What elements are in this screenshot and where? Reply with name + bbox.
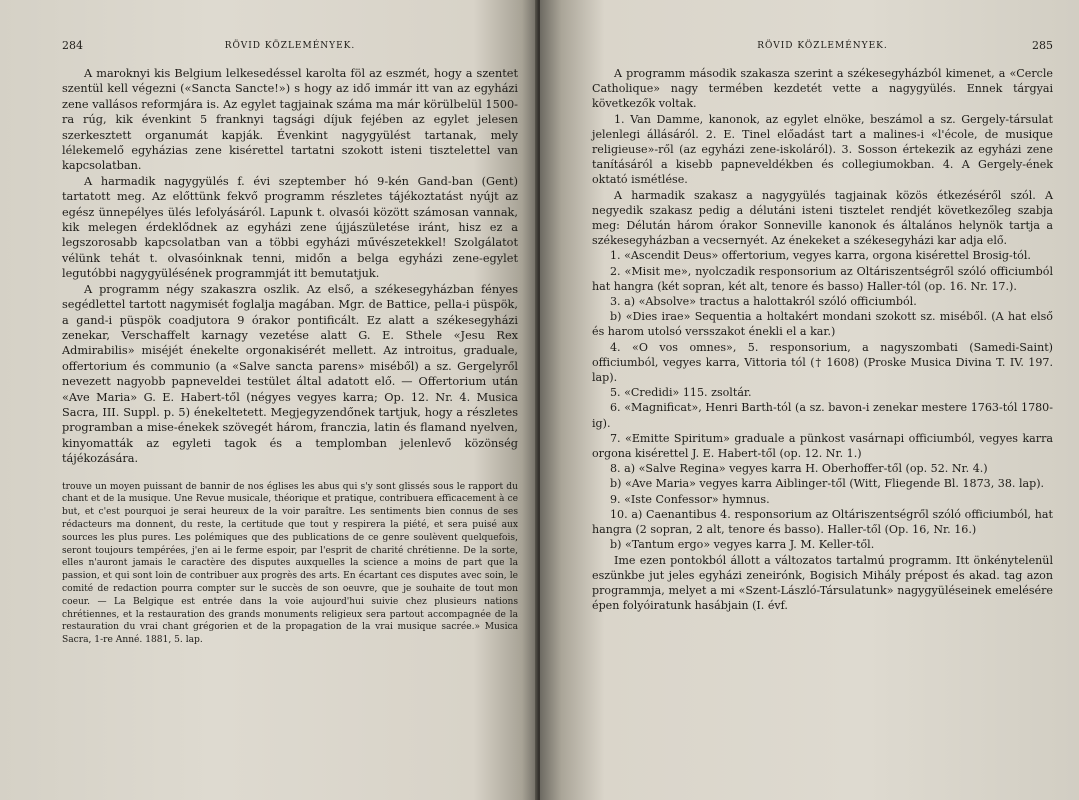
program-item: b) «Tantum ergo» vegyes karra J. M. Keller-től. <box>610 538 875 552</box>
right-body <box>592 66 1053 613</box>
program-item: 7. «Emitte Spiritum» graduale a pünkost vasárnapi officiumból, vegyes karra orgona kisérettel J. E. Habert-től (op. 12. Nr. 1.) <box>592 431 1053 461</box>
paragraph: A programm második szakasza szerint a székesegyházból kimenet, a «Cercle Catholique» nagy termében kezdetét vette a nagygyülés. Ennek tárgyai következők voltak. <box>592 67 1053 111</box>
footnote-text: trouve un moyen puissant de bannir de nos églises les abus qui s'y sont glissés sous le rapport du chant et de la musique. Une Revue musicale, théorique et pratique, contribuera efficacement à ce but, et c'est pourquoi je serai heureux de la voir paraître. Les sentiments bien connus de ses rédacteurs ma donnent, du reste, la certitude que tout y respirera la piété, et sera puisé aux sources les plus pures. Les polémiques que des publications de ce genre soulèvent quelquefois, seront toujours tempérées, j'en ai le ferme espoir, par l'esprit de charité chrétienne. De la sorte, elles n'auront jamais le caractère des disputes auxquelles la science a moins de part que la passion, et qui sont loin de contribuer aux progrès des arts. En écartant ces disputes avec soin, le comité de redaction pourra compter sur le succès de son oeuvre, que je souhaite de tout mon coeur. — La Belgique est entrée dans la voie aujourd'hui suivie chez plusieurs nations chrétiennes, et la restauration des grands monuments religieux sera partout accompagnée de la restauration du vrai chant grégorien et de la propagation de la vrai musique sacrée.» Musica Sacra, 1-re Anné. 1881, 5. lap. <box>62 481 518 646</box>
right-page-number: 285 <box>1032 39 1053 52</box>
program-item: 9. «Iste Confessor» hymnus. <box>610 492 770 506</box>
program-item: 3. a) «Absolve» tractus a halottakról szóló officiumból. <box>610 295 917 309</box>
left-page-number: 284 <box>62 39 83 52</box>
left-running-head <box>62 38 518 54</box>
program-item: 4. «O vos omnes», 5. responsorium, a nagyszombati (Samedi-Saint) officiumból, vegyes karra, Vittoria tól († 1608) (Proske Musica Divina T. IV. 197. lap). <box>592 340 1053 385</box>
program-item: 8. a) «Salve Regina» vegyes karra H. Oberhoffer-től (op. 52. Nr. 4.) <box>610 462 988 476</box>
right-running-head <box>592 38 1053 54</box>
program-item: 2. «Misit me», nyolczadik responsorium az Oltáriszentségről szóló officiumból hat hangra (két sopran, két alt, tenore és basso) Haller-tól (op. 16. Nr. 17.). <box>592 264 1053 293</box>
program-item: 1. «Ascendit Deus» offertorium, vegyes karra, orgona kisérettel Brosig-tól. <box>610 249 1031 263</box>
paragraph: A programm négy szakaszra oszlik. Az első, a székesegyházban fényes segédlettel tartott nagymisét foglalja magában. Mgr. de Battice, pella-i püspök, a gand-i püspök coadjutora 9 órakor pontificált. Ez alatt a székesegyházi zenekar, Verschaffelt karnagy vezetése alatt G. E. Sthele «Jesu Rex Admirabilis» miséjét énekelte orgonakisérét mellett. Az introitus, graduale, offertorium és communio (a «Salve sancta parens» miséből) a sz. Gergelyről nevezett nagyobb papneveldei testület által adatott elő. — Offertorium után «Ave Maria» G. E. Habert-től (négyes vegyes karra; Op. 12. Nr. 4. Musica Sacra, III. Suppl. p. 5) énekeltetett. Megjegyzendőnek tartjuk, hogy a részletes programban a mise-énekek szövegét három, franczia, latin és flamand nyelven, kinyomatták az egyleti tagok és a templomban jelenlevő közönség tájékozására. <box>62 282 518 466</box>
closing-paragraph: Ime ezen pontokból állott a változatos tartalmú programm. Itt önkénytelenül eszünkbe jut jeles egyházi zeneirónk, Bogisich Mihály prépost és akad. tag azon programmja, melyet a mi «Szent-László-Társulatunk» nagygyüléseinek emelésére épen folyóiratunk hasábjain (I. évf. <box>592 553 1053 613</box>
program-item: b) «Ave Maria» vegyes karra Aiblinger-től (Witt, Fliegende Bl. 1873, 38. lap). <box>610 477 1045 491</box>
program-item: 10. a) Caenantibus 4. responsorium az Oltáriszentségről szóló officiumból, hat hangra (2 sopran, 2 alt, tenore és basso). Haller-től (Op. 16, Nr. 16.) <box>592 507 1053 537</box>
left-page <box>0 0 538 800</box>
right-page <box>540 0 1079 800</box>
paragraph: A harmadik nagygyülés f. évi szeptember hó 9-kén Gand-ban (Gent) tartatott meg. Az előttünk fekvő programm részletes tájékoztatást nyújt az egész ünnepélyes ülés lefolyásáról. Lapunk t. olvasói között számosan vannak, kik melegen érdeklődnek az egyházi zene újjászületése iránt, hisz ez a legszorosabb kapcsolatban van a többi egyházi művészetekkel! Szolgálatot vélünk tehát t. olvasóinknak tenni, midőn a belga egyházi zene-egylet legutóbbi nagygyülésének programmját itt bemutatjuk. <box>62 174 518 281</box>
right-running-title: RÖVID KÖZLEMÉNYEK. <box>757 41 888 51</box>
paragraph: A maroknyi kis Belgium lelkesedéssel karolta föl az eszmét, hogy a szentet szentül kell végezni («Sancta Sancte!») s hogy az idő immár itt van az egyházi zene vallásos reformjára is. Az egylet tagjainak száma ma már körülbelül 1500-ra rúg, kik évenkint 5 franknyi tagsági díjuk fejében az egylet jelesen szerkesztett organumát kapják. Évenkint nagygyülést tartanak, mely lélekemelő egyházias zene kisérettel tartatni szokott isteni tisztelettel van kapcsolatban. <box>62 67 518 173</box>
program-item: 5. «Credidi» 115. zsoltár. <box>610 386 752 400</box>
footnote <box>62 481 518 647</box>
paragraph: A harmadik szakasz a nagygyülés tagjainak közös étkezéséről szól. A negyedik szakasz pedig a délutáni isteni tisztelet rendjét következőleg szabja meg: Délután három órakor Sonneville kanonok és általános helynök tartja a székesegyházban a vecsernyét. Az énekeket a székesegyházi kar adja elő. <box>592 188 1053 248</box>
left-body <box>62 66 518 467</box>
left-running-title: RÖVID KÖZLEMÉNYEK. <box>224 41 356 51</box>
program-item: 6. «Magnificat», Henri Barth-tól (a sz. bavon-i zenekar mestere 1763-tól 1780-ig). <box>592 401 1053 430</box>
program-item: b) «Dies irae» Sequentia a holtakért mondani szokott sz. miséből. (A hat első és harom utolsó versszakot énekli el a kar.) <box>592 310 1053 339</box>
paragraph: 1. Van Damme, kanonok, az egylet elnöke, beszámol a sz. Gergely-társulat jelenlegi állásáról. 2. E. Tinel előadást tart a malines-i «l'école, de musique religieuse»-ről (az egyházi zene-iskoláról). 3. Sosson értekezik az egyházi zene tanításáról a kisebb papneveldékben és collegiumokban. 4. A Gergely-ének oktató ismétlése. <box>592 112 1053 187</box>
